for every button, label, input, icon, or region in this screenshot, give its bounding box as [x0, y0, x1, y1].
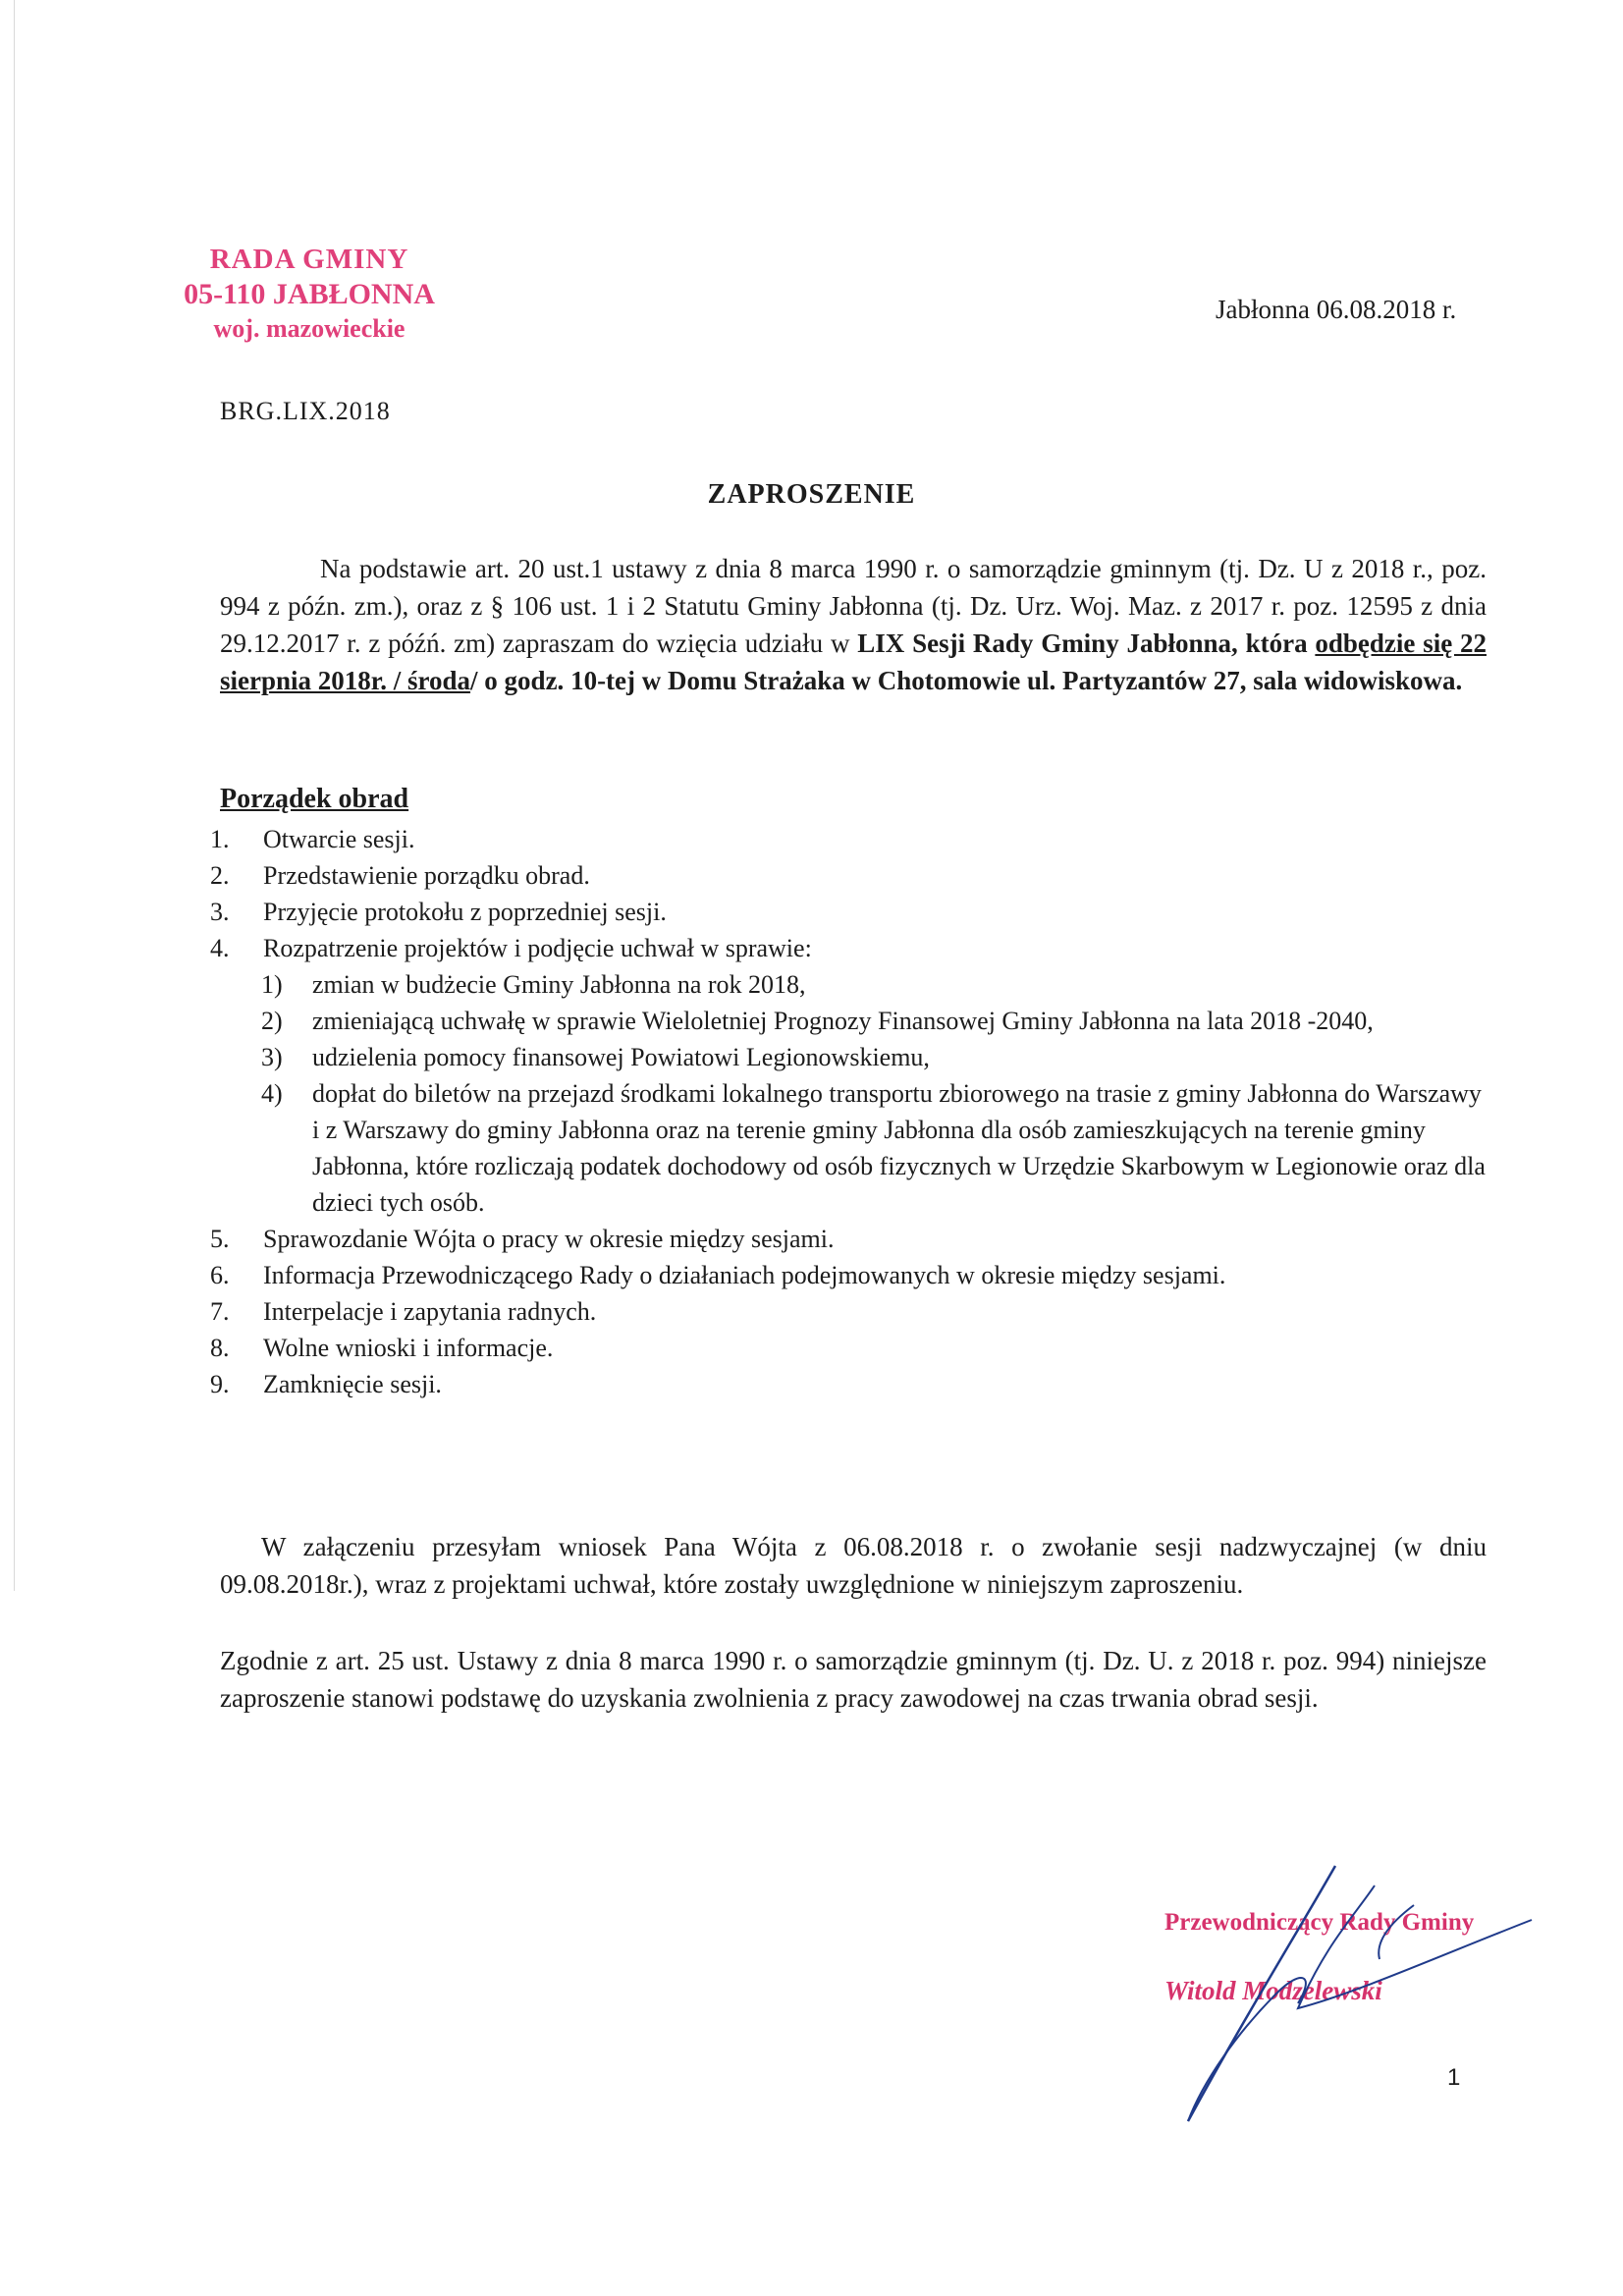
agenda-item-text: Informacja Przewodniczącego Rady o działaniach podejmowanych w okresie między sesjami.	[263, 1261, 1226, 1289]
agenda-item-number: 6.	[210, 1261, 230, 1289]
agenda-subitem	[210, 966, 1487, 1003]
council-stamp	[167, 242, 452, 346]
agenda-subitem-text: udzielenia pomocy finansowej Powiatowi Legionowskiemu,	[312, 1043, 930, 1071]
document-date: Jabłonna 06.08.2018 r.	[1216, 295, 1457, 324]
agenda-item-text: Przyjęcie protokołu z poprzedniej sesji.	[263, 898, 667, 926]
agenda-subitem-text: zmian w budżecie Gminy Jabłonna na rok 2018,	[312, 970, 806, 999]
agenda-item	[210, 894, 1487, 930]
agenda-subitem-text: dopłat do biletów na przejazd środkami lokalnego transportu zbiorowego na trasie z gminy Jabłonna do Warszawy i z Warszawy do gminy Jabłonna oraz na terenie gminy Jabłonna dla osób zamieszkujących na terenie gminy Jabłonna, które rozliczają podatek dochodowy od osób fizycznych w Urzędzie Skarbowym w Legionowie oraz dla dzieci tych osób.	[312, 1079, 1486, 1217]
reference-number: BRG.LIX.2018	[220, 397, 391, 425]
intro-paragraph	[220, 550, 1487, 699]
signature-stamp-name: Witold Modzelewski	[1164, 1976, 1382, 2005]
agenda-subitem-number: 1)	[261, 970, 283, 999]
intro-session-place: 10-tej w Domu Strażaka w Chotomowie ul. Partyzantów 27, sala widowiskowa.	[570, 666, 1463, 695]
document-title: ZAPROSZENIE	[707, 479, 916, 510]
signature-stamp-role: Przewodniczący Rady Gminy	[1164, 1909, 1475, 1936]
agenda-item-number: 8.	[210, 1334, 230, 1362]
agenda-subitem	[210, 1075, 1487, 1221]
agenda-item-number: 7.	[210, 1297, 230, 1326]
stamp-line-2: 05-110 JABŁONNA	[184, 278, 435, 310]
intro-text: Na podstawie art. 20 ust.1 ustawy z dnia 8 marca 1990 r. o samorządzie gminnym (tj. Dz. U z 2018 r., poz. 994 z późn. zm.), oraz z § 106 ust. 1 i 2 Statutu Gminy Jabłonna (tj. Dz. Urz. Woj. Maz. z 2017 r. poz. 12595 z dnia 29.12.2017 r. z późń. zm) zapraszam do wzięcia udziału w	[220, 554, 1487, 658]
agenda-subitem	[210, 1039, 1487, 1075]
agenda-heading: Porządek obrad	[220, 784, 409, 814]
stamp-line-3: woj. mazowieckie	[213, 314, 406, 343]
agenda-item-number: 9.	[210, 1370, 230, 1398]
scan-edge-line	[14, 0, 15, 1591]
agenda-item-text: Zamknięcie sesji.	[263, 1370, 442, 1398]
agenda-item	[210, 1366, 1487, 1402]
agenda-item-text: Interpelacje i zapytania radnych.	[263, 1297, 597, 1326]
agenda-item-text: Rozpatrzenie projektów i podjęcie uchwał w sprawie:	[263, 934, 812, 962]
agenda-subitem-number: 3)	[261, 1043, 283, 1071]
agenda-item-text: Otwarcie sesji.	[263, 825, 415, 853]
agenda-item	[210, 1221, 1487, 1257]
intro-connector: / o godz.	[470, 666, 571, 695]
agenda-item-text: Przedstawienie porządku obrad.	[263, 861, 590, 890]
agenda-item-text: Sprawozdanie Wójta o pracy w okresie między sesjami.	[263, 1225, 835, 1253]
agenda-subitem-number: 2)	[261, 1007, 283, 1035]
agenda-item	[210, 1257, 1487, 1293]
intro-session-date: odbędzie się 22 sierpnia 2018r. / środa	[220, 629, 1487, 695]
agenda-item	[210, 1293, 1487, 1330]
legal-paragraph: Zgodnie z art. 25 ust. Ustawy z dnia 8 marca 1990 r. o samorządzie gminnym (tj. Dz. U. z 2018 r. poz. 994) niniejsze zaproszenie stanowi podstawę do uzyskania zwolnienia z pracy zawodowej na czas trwania obrad sesji.	[220, 1646, 1487, 1713]
agenda-item-text: Wolne wnioski i informacje.	[263, 1334, 554, 1362]
page-number: 1	[1447, 2064, 1461, 2091]
intro-session-name: LIX Sesji Rady Gminy Jabłonna, która	[857, 629, 1316, 658]
agenda-list	[210, 821, 1487, 1402]
agenda-item-number: 2.	[210, 861, 230, 890]
agenda-item-number: 4.	[210, 934, 230, 962]
agenda-item	[210, 930, 1487, 966]
agenda-item	[210, 821, 1487, 857]
agenda-subitem	[210, 1003, 1487, 1039]
attachment-paragraph: W załączeniu przesyłam wniosek Pana Wójta z 06.08.2018 r. o zwołanie sesji nadzwyczajnej (w dniu 09.08.2018r.), wraz z projektami uchwał, które zostały uwzględnione w niniejszym zaproszeniu.	[220, 1532, 1487, 1599]
agenda-item-number: 1.	[210, 825, 230, 853]
stamp-line-1: RADA GMINY	[209, 244, 409, 275]
agenda-subitem-text: zmieniającą uchwałę w sprawie Wieloletniej Prognozy Finansowej Gminy Jabłonna na lata 2018 -2040,	[312, 1007, 1374, 1035]
agenda-subitem-number: 4)	[261, 1079, 283, 1108]
agenda-item	[210, 857, 1487, 894]
agenda-item-number: 3.	[210, 898, 230, 926]
agenda-item-number: 5.	[210, 1225, 230, 1253]
agenda-item	[210, 1330, 1487, 1366]
handwritten-signature	[1129, 1846, 1542, 2141]
